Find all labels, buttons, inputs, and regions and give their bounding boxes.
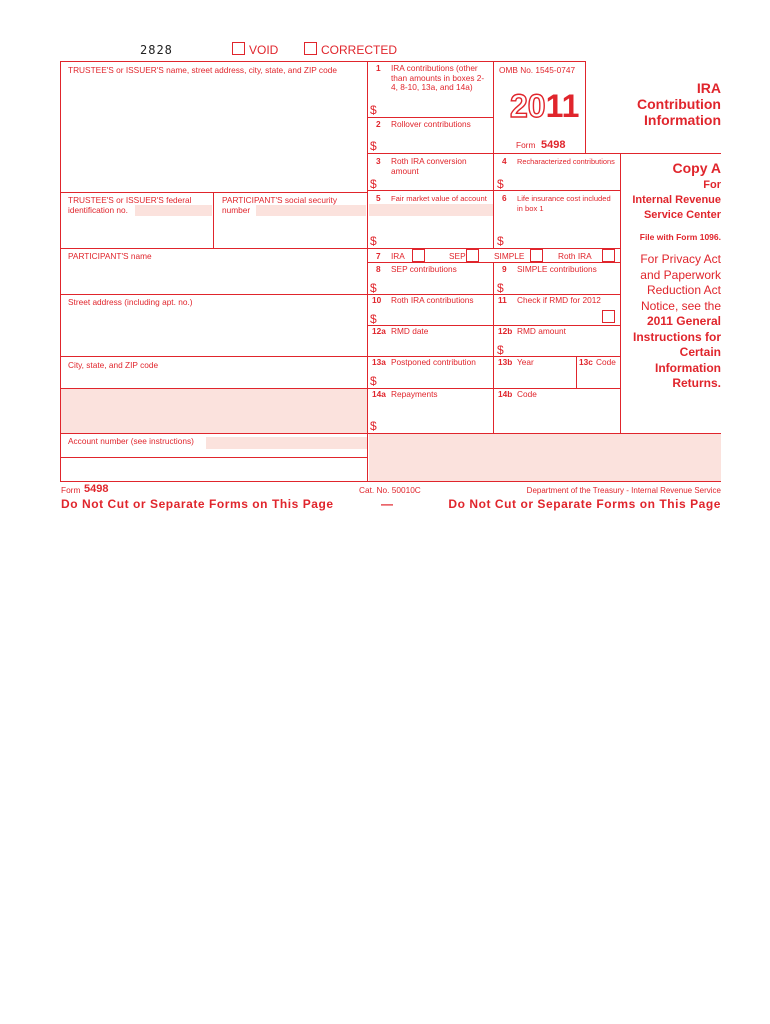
trustee-federal-id-text: TRUSTEE'S or ISSUER'S federal identification no. [68, 195, 192, 215]
box7-number: 7 [376, 251, 381, 261]
box3-top [367, 153, 620, 154]
box7-sep-label: SEP [449, 251, 466, 261]
box6-dollar: $ [497, 234, 504, 248]
account-number-label: Account number (see instructions) [68, 436, 194, 446]
do-not-cut-left: Do Not Cut or Separate Forms on This Page [61, 497, 334, 511]
box10-label: Roth IRA contributions [391, 295, 474, 305]
street-address-label: Street address (including apt. no.) [68, 297, 193, 307]
box13a-number: 13a [372, 357, 386, 367]
box13-divider [576, 356, 577, 388]
box2-top [367, 117, 493, 118]
trustee-id-top [60, 192, 367, 193]
col-right-border [620, 153, 621, 434]
box13b-number: 13b [498, 357, 513, 367]
city-state-zip-label: City, state, and ZIP code [68, 360, 159, 370]
box11-number: 11 [498, 295, 507, 305]
footer-form-label: Form [61, 485, 81, 495]
form-code: 2828 [140, 43, 173, 57]
do-not-cut-right: Do Not Cut or Separate Forms on This Page [448, 497, 721, 511]
side-top-border [620, 153, 721, 154]
box5-label: Fair market value of account [391, 194, 487, 203]
account-top [60, 433, 721, 434]
privacy-line1: For Privacy Act [640, 252, 721, 266]
box2-label: Rollover contributions [391, 119, 471, 129]
box8-dollar: $ [370, 281, 377, 295]
box8-number: 8 [376, 264, 381, 274]
box5-number: 5 [376, 193, 381, 203]
box6-number: 6 [502, 193, 507, 203]
form-title-line3: Information [644, 112, 721, 128]
trustee-name-label: TRUSTEE'S or ISSUER'S name, street address, city, state, and ZIP code [68, 65, 337, 75]
privacy-line7: Certain [679, 345, 721, 359]
void-label: VOID [249, 43, 279, 57]
box12b-number: 12b [498, 326, 513, 336]
copy-a-label: Copy A [672, 160, 721, 176]
city-top [60, 356, 367, 357]
box5-shade [369, 204, 493, 216]
privacy-line4: Notice, see the [640, 298, 721, 313]
box7-simple-label: SIMPLE [494, 251, 525, 261]
box7-top [367, 248, 620, 249]
tax-year [510, 89, 579, 123]
col-mid-divider-top [493, 61, 494, 249]
box14a-label: Repayments [391, 389, 438, 399]
box10-number: 10 [372, 295, 382, 305]
privacy-line5: 2011 General [646, 314, 721, 328]
box3-label [391, 157, 489, 176]
trustee-federal-id-label [68, 196, 208, 215]
box7-simple-checkbox[interactable] [530, 249, 543, 262]
box6-label-text: Life insurance cost included in box 1 [517, 194, 611, 213]
copy-a-for-line2: Internal Revenue [632, 194, 721, 206]
box13a-dollar: $ [370, 374, 377, 388]
box1-dollar: $ [370, 103, 377, 117]
col-left-right-border [367, 61, 368, 481]
corrected-checkbox[interactable] [304, 42, 317, 55]
footer-form-number: 5498 [84, 483, 109, 495]
bottom-right-shade [369, 434, 721, 481]
box13a-label: Postponed contribution [391, 357, 476, 367]
box10-dollar: $ [370, 312, 377, 326]
box8-top [367, 262, 620, 263]
box12b-label: RMD amount [517, 326, 566, 336]
shade-band-top [60, 388, 367, 389]
street-top [60, 294, 367, 295]
participant-name-top [60, 248, 367, 249]
box1-label-text: IRA contributions (other than amounts in boxes 2-4, 8-10, 13a, and 14a) [391, 63, 485, 92]
box14b-label: Code [517, 389, 537, 399]
box6-label [517, 194, 617, 213]
box14a-number: 14a [372, 389, 386, 399]
box9-dollar: $ [497, 281, 504, 295]
privacy-line6: Instructions for [632, 329, 721, 344]
box12b-dollar: $ [497, 343, 504, 357]
tax-year-suffix: 11 [545, 88, 580, 124]
privacy-line2: and Paperwork [640, 267, 721, 282]
form-top-border [60, 61, 585, 62]
box11-label: Check if RMD for 2012 [517, 295, 601, 305]
box2-number: 2 [376, 119, 381, 129]
participant-ssn-text: PARTICIPANT'S social security number [222, 195, 338, 215]
footer-department: Department of the Treasury - Internal Revenue Service [526, 486, 721, 495]
copy-a-for-line1: For [703, 179, 721, 191]
left-border [60, 61, 61, 481]
box3-dollar: $ [370, 177, 377, 191]
form-title-line2: Contribution [637, 96, 721, 112]
copy-a-for-line3: Service Center [643, 209, 721, 221]
privacy-notice [633, 252, 721, 392]
box4-label: Recharacterized contributions [517, 157, 615, 166]
box11-checkbox[interactable] [602, 310, 615, 323]
trustee-shaded-band [61, 388, 367, 433]
ssn-divider [213, 192, 214, 248]
box2-dollar: $ [370, 139, 377, 153]
form-bottom-border [60, 481, 721, 482]
footer-cat-no: Cat. No. 50010C [359, 485, 421, 495]
form-title [637, 80, 721, 128]
privacy-line3: Reduction Act [646, 283, 721, 297]
omb-form-label: Form [516, 140, 536, 150]
box1-label [391, 64, 491, 93]
box14a-dollar: $ [370, 419, 377, 433]
box14b-number: 14b [498, 389, 513, 399]
box5-top [367, 190, 620, 191]
box12a-number: 12a [372, 326, 386, 336]
void-checkbox[interactable] [232, 42, 245, 55]
omb-number: OMB No. 1545-0747 [499, 65, 576, 75]
box7-sep-checkbox[interactable] [466, 249, 479, 262]
tax-year-prefix: 20 [510, 88, 546, 124]
box7-ira-label: IRA [391, 251, 405, 261]
corrected-label: CORRECTED [321, 43, 398, 57]
box13c-label: Code [596, 357, 616, 367]
box5-dollar: $ [370, 234, 377, 248]
account-shade [206, 437, 367, 449]
omb-form-number: 5498 [541, 139, 566, 151]
box13c-number: 13c [579, 357, 593, 367]
privacy-line8: Information [655, 360, 721, 375]
box9-number: 9 [502, 264, 507, 274]
participant-ssn-label [222, 196, 362, 215]
participant-name-label: PARTICIPANT'S name [68, 251, 152, 261]
box3-label-text: Roth IRA conversion amount [391, 156, 467, 176]
box4-dollar: $ [497, 177, 504, 191]
account-mid [60, 457, 367, 458]
do-not-cut-dash: — [381, 497, 393, 511]
box3-number: 3 [376, 156, 381, 166]
omb-right-border [585, 61, 586, 153]
box13b-label: Year [517, 357, 534, 367]
box7-roth-label: Roth IRA [558, 251, 592, 261]
box1-number: 1 [376, 63, 381, 73]
box4-number: 4 [502, 156, 507, 166]
box7-roth-checkbox[interactable] [602, 249, 615, 262]
form-title-line1: IRA [696, 80, 721, 96]
box9-label: SIMPLE contributions [517, 264, 597, 274]
box7-ira-checkbox[interactable] [412, 249, 425, 262]
box8-label: SEP contributions [391, 264, 457, 274]
col-mid-divider-bottom [493, 262, 494, 434]
privacy-line9: Returns. [672, 376, 721, 390]
copy-a-for [632, 178, 721, 223]
box12a-label: RMD date [391, 326, 429, 336]
file-with-note: File with Form 1096. [639, 232, 721, 242]
